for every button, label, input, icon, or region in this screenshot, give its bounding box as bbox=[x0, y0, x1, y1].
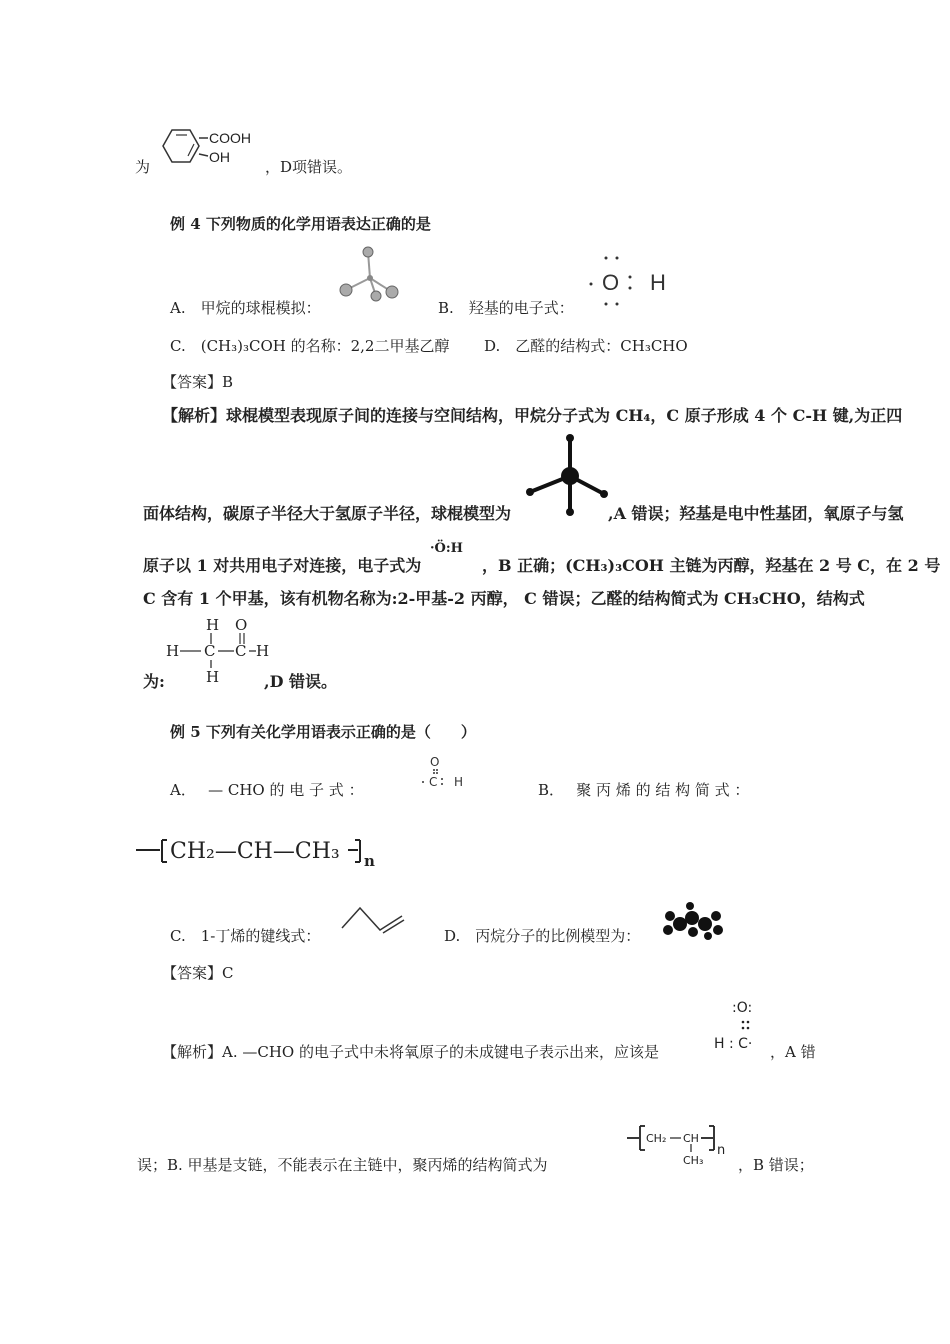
svg-text:H: H bbox=[206, 668, 220, 686]
svg-text:C: C bbox=[204, 642, 216, 660]
cho-correct-electron-formula bbox=[710, 992, 770, 1058]
oh-label: OH bbox=[209, 149, 230, 165]
cho-electron-formula-icon bbox=[420, 752, 476, 792]
svg-text:H: H bbox=[256, 642, 270, 660]
svg-text:O: O bbox=[235, 616, 248, 634]
svg-text:O: O bbox=[602, 270, 620, 295]
svg-text:H: H bbox=[454, 775, 464, 789]
ex5-explain-a-end: ，A 错 bbox=[770, 1043, 816, 1061]
ex4-option-b: B. 羟基的电子式： bbox=[438, 299, 574, 317]
ex4-explain-line3a: 原子以 1 对共用电子对连接，电子式为 bbox=[143, 556, 422, 575]
struct-ch3: CH₃ bbox=[683, 1154, 704, 1167]
ex4-explain-line4: C 含有 1 个甲基，该有机物名称为:2-甲基-2 丙醇， C 错误；乙醛的结构简式为 CH₃CHO，结构式 bbox=[143, 589, 865, 608]
ex5-explain-b: 误；B. 甲基是支链，不能表示在主链中，聚丙烯的结构简式为 bbox=[137, 1156, 548, 1174]
ex5-option-c: C. 1-丁烯的键线式： bbox=[170, 927, 321, 945]
ex4-explain-line5b: ,D 错误。 bbox=[264, 672, 338, 691]
polymer-n: n bbox=[364, 852, 375, 870]
svg-text:H: H bbox=[650, 270, 666, 295]
ex4-explain-line1: 【解析】球棍模型表现原子间的连接与空间结构，甲烷分子式为 CH₄，C 原子形成 4 个 C-H 键,为正四 bbox=[162, 406, 903, 425]
text-suffix: ，D项错误。 bbox=[265, 158, 353, 176]
svg-text:C: C bbox=[429, 775, 438, 789]
svg-text:H : C·: H : C· bbox=[714, 1036, 753, 1052]
hydroxyl-electron-small: ·Ö:H bbox=[430, 541, 463, 556]
cooh-label: COOH bbox=[209, 130, 251, 146]
ex4-explain-line5a: 为: bbox=[143, 672, 165, 691]
svg-text::O:: :O: bbox=[732, 1000, 753, 1016]
polypropylene-wrong-formula bbox=[136, 830, 386, 870]
hydroxyl-electron-formula-icon bbox=[586, 252, 676, 312]
ex5-option-a: A． — CHO 的 电 子 式 ： bbox=[170, 781, 364, 799]
acetaldehyde-structural-formula bbox=[166, 616, 276, 686]
butene-line-formula-icon bbox=[340, 902, 410, 936]
ex5-option-d: D. 丙烷分子的比例模型为： bbox=[444, 927, 641, 945]
struct-n: n bbox=[717, 1143, 726, 1158]
ex4-title: 例 4 下列物质的化学用语表达正确的是 bbox=[170, 215, 431, 233]
ex4-option-d: D. 乙醛的结构式：CH₃CHO bbox=[484, 337, 688, 355]
ex5-title: 例 5 下列有关化学用语表示正确的是（ ） bbox=[170, 723, 476, 741]
polymer-text: CH₂—CH—CH₃ bbox=[170, 839, 340, 864]
struct-ch: CH bbox=[683, 1132, 699, 1145]
text-prefix: 为 bbox=[135, 158, 151, 176]
svg-text:H: H bbox=[206, 616, 220, 634]
ex5-option-b: B． 聚 丙 烯 的 结 构 简 式 ： bbox=[538, 781, 750, 799]
ex5-answer: 【答案】C bbox=[162, 964, 234, 982]
polypropylene-correct-formula bbox=[625, 1120, 735, 1170]
ex5-explain-a: 【解析】A. —CHO 的电子式中未将氧原子的未成键电子表示出来，应该是 bbox=[162, 1043, 659, 1061]
ex4-option-c: C. (CH₃)₃COH 的名称：2,2二甲基乙醇 bbox=[170, 337, 450, 355]
svg-text:O: O bbox=[430, 755, 440, 769]
ex4-explain-line2b: ,A 错误；羟基是电中性基团，氧原子与氢 bbox=[608, 504, 904, 523]
methane-model-dark-icon bbox=[524, 434, 616, 520]
ex4-answer: 【答案】B bbox=[162, 373, 234, 391]
ex4-explain-line3b: ，B 正确；(CH₃)₃COH 主链为丙醇，羟基在 2 号 C，在 2 号 bbox=[482, 556, 941, 575]
methane-ball-stick-icon bbox=[336, 244, 406, 304]
salicylic-acid-structure bbox=[152, 126, 262, 176]
ex4-option-a: A. 甲烷的球棍模拟： bbox=[170, 299, 321, 317]
svg-text:H: H bbox=[166, 642, 180, 660]
ex5-explain-b-end: ，B 错误； bbox=[738, 1156, 814, 1174]
struct-ch2: CH₂ bbox=[646, 1132, 667, 1145]
propane-space-filling-icon bbox=[660, 902, 726, 942]
svg-text:C: C bbox=[235, 642, 247, 660]
ex4-explain-line2a: 面体结构，碳原子半径大于氢原子半径，球棍模型为 bbox=[143, 504, 512, 523]
